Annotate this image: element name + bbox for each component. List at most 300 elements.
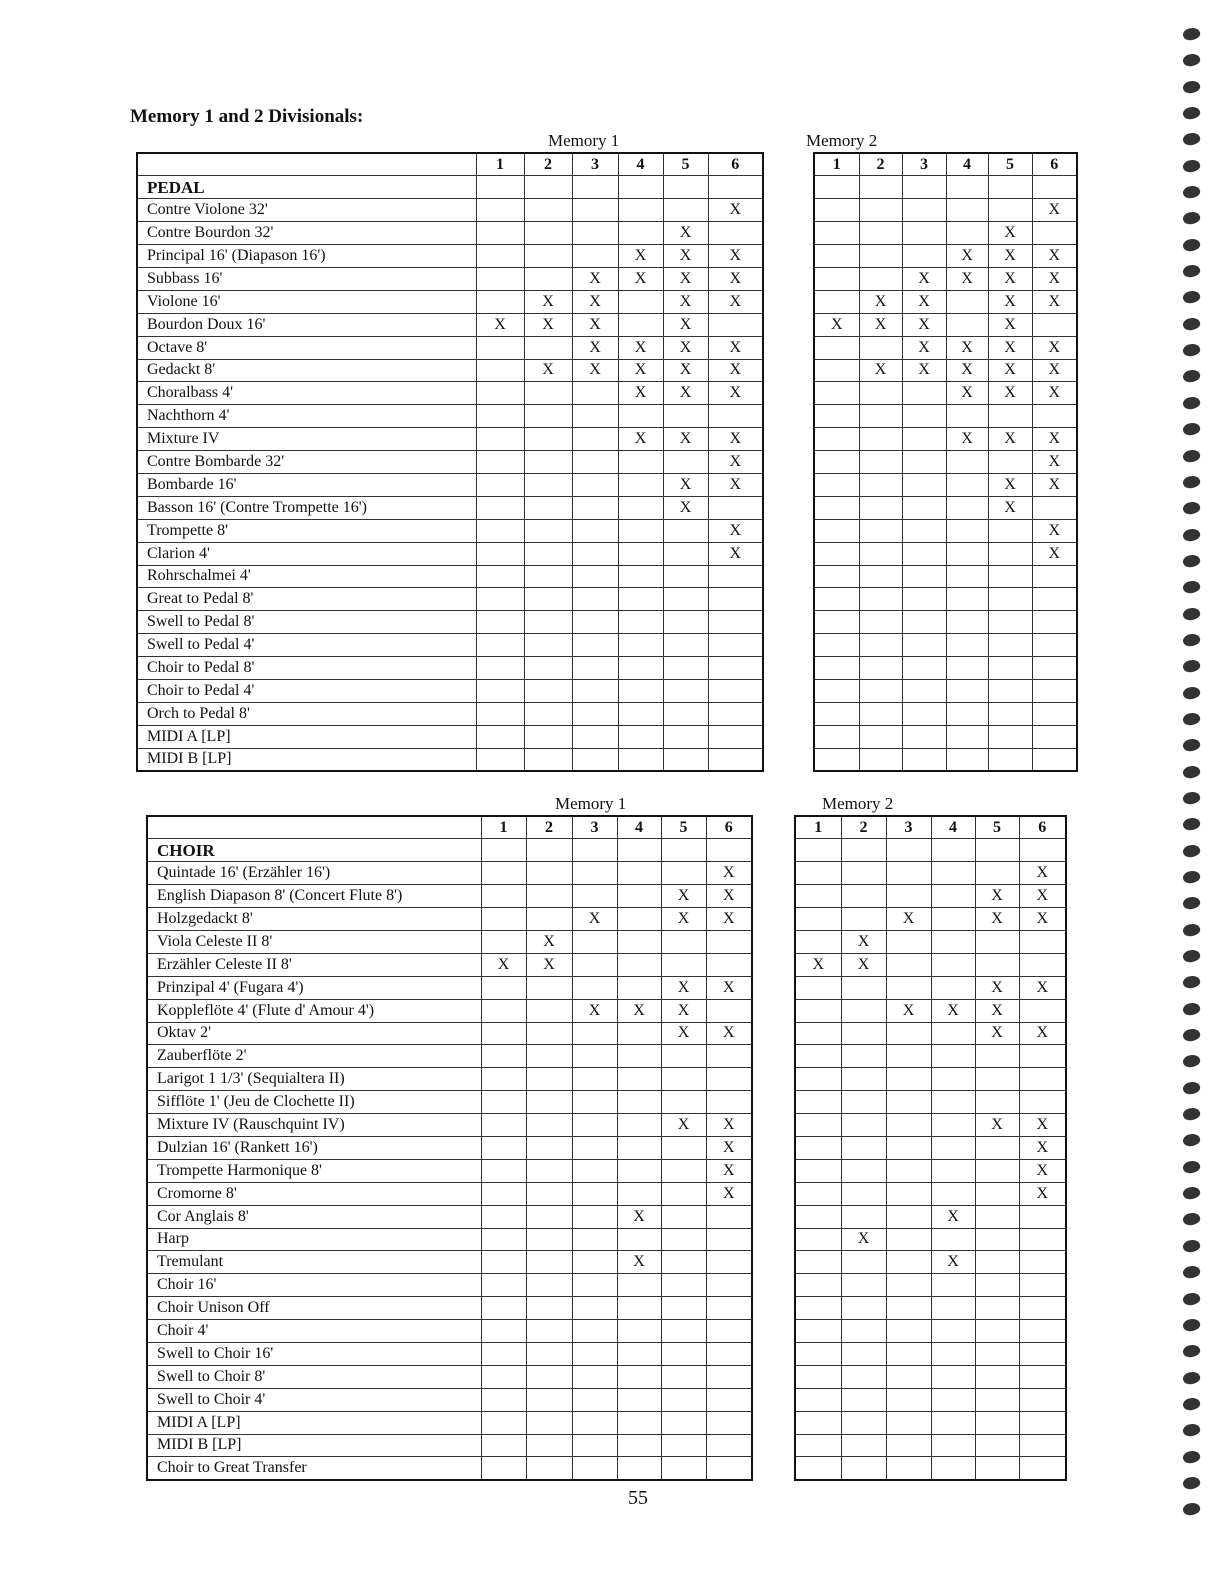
piston-6-mark: [1032, 702, 1077, 725]
stop-name: Subbass 16': [137, 267, 476, 290]
piston-4-mark: X: [946, 428, 988, 451]
piston-4-mark: [618, 313, 663, 336]
piston-5-mark: X: [988, 267, 1032, 290]
piston-2-mark: [841, 1068, 886, 1091]
piston-2-header: 2: [526, 816, 572, 839]
piston-4-mark: X: [946, 336, 988, 359]
piston-1-mark: [481, 1342, 526, 1365]
stop-row: [147, 1251, 752, 1274]
piston-2-mark: [524, 199, 572, 222]
piston-1-mark: [481, 1457, 526, 1480]
piston-6-mark: X: [1019, 976, 1066, 999]
piston-3-mark: [886, 1320, 931, 1343]
piston-3-mark: [902, 542, 946, 565]
binding-ring-icon: [1182, 605, 1202, 622]
stop-name: Harp: [147, 1228, 481, 1251]
stop-row: [137, 725, 763, 748]
stop-name: Dulzian 16' (Rankett 16'): [147, 1136, 481, 1159]
stop-row: [814, 451, 1077, 474]
piston-3-mark: [572, 588, 618, 611]
piston-6-mark: [706, 1297, 752, 1320]
piston-1-mark: [814, 679, 859, 702]
binding-ring-icon: [1182, 1237, 1202, 1254]
empty-cell: [841, 839, 886, 862]
stop-row: [795, 1136, 1066, 1159]
piston-4-mark: [617, 1342, 661, 1365]
stop-row: [137, 657, 763, 680]
piston-6-mark: [1032, 496, 1077, 519]
piston-3-mark: [902, 473, 946, 496]
piston-2-mark: [526, 1434, 572, 1457]
piston-5-mark: [661, 1411, 706, 1434]
piston-1-mark: [476, 496, 524, 519]
piston-5-mark: X: [988, 336, 1032, 359]
piston-5-mark: X: [661, 908, 706, 931]
stop-row: [795, 953, 1066, 976]
piston-2-mark: [841, 1388, 886, 1411]
piston-4-mark: [946, 657, 988, 680]
piston-6-mark: X: [708, 199, 763, 222]
piston-5-mark: [975, 1182, 1019, 1205]
stop-name: Contre Violone 32': [137, 199, 476, 222]
binding-ring-icon: [1182, 763, 1202, 780]
piston-1-mark: [481, 1205, 526, 1228]
piston-1-mark: [476, 267, 524, 290]
stop-row: [814, 496, 1077, 519]
stop-name: Octave 8': [137, 336, 476, 359]
empty-cell: [481, 839, 526, 862]
piston-6-mark: X: [1019, 1182, 1066, 1205]
piston-6-mark: X: [1032, 290, 1077, 313]
piston-3-mark: [572, 1365, 617, 1388]
piston-1-mark: [481, 1411, 526, 1434]
piston-3-mark: X: [572, 359, 618, 382]
stop-row: [137, 222, 763, 245]
empty-cell: [572, 839, 617, 862]
piston-6-mark: X: [708, 428, 763, 451]
piston-3-mark: [902, 222, 946, 245]
stop-row: [795, 1388, 1066, 1411]
piston-3-mark: [902, 496, 946, 519]
piston-1-mark: [795, 1182, 841, 1205]
piston-5-mark: [661, 1388, 706, 1411]
piston-2-mark: [526, 1388, 572, 1411]
piston-2-header: 2: [859, 153, 902, 176]
piston-6-mark: X: [708, 290, 763, 313]
stop-row: [137, 359, 763, 382]
piston-1-mark: [795, 930, 841, 953]
stop-name: Larigot 1 1/3' (Sequialtera II): [147, 1068, 481, 1091]
piston-5-mark: [661, 1228, 706, 1251]
piston-1-mark: [795, 1320, 841, 1343]
empty-cell: [708, 176, 763, 199]
empty-cell: [1019, 839, 1066, 862]
piston-1-mark: [481, 1297, 526, 1320]
piston-1-mark: [476, 588, 524, 611]
page-number: 55: [628, 1487, 648, 1509]
piston-1-mark: [795, 862, 841, 885]
piston-5-mark: X: [661, 976, 706, 999]
piston-1-mark: [814, 382, 859, 405]
piston-5-mark: X: [988, 290, 1032, 313]
piston-5-mark: X: [663, 496, 708, 519]
piston-3-mark: [572, 1320, 617, 1343]
piston-5-mark: [988, 565, 1032, 588]
piston-5-mark: X: [663, 290, 708, 313]
piston-6-mark: [1032, 634, 1077, 657]
stop-name: Clarion 4': [137, 542, 476, 565]
binding-ring-icon: [1182, 895, 1202, 912]
piston-3-mark: [572, 953, 617, 976]
stop-name: Koppleflöte 4' (Flute d' Amour 4'): [147, 999, 481, 1022]
piston-2-mark: [859, 519, 902, 542]
piston-3-mark: [902, 588, 946, 611]
stop-row: [795, 1342, 1066, 1365]
stop-name: Contre Bombarde 32': [137, 451, 476, 474]
piston-4-mark: [931, 1228, 975, 1251]
piston-1-mark: [795, 1274, 841, 1297]
piston-4-mark: [618, 611, 663, 634]
piston-2-mark: [526, 1091, 572, 1114]
piston-4-mark: [618, 451, 663, 474]
piston-1-mark: [476, 679, 524, 702]
binding-ring-icon: [1182, 447, 1202, 464]
piston-3-mark: X: [572, 313, 618, 336]
piston-5-mark: [663, 542, 708, 565]
piston-4-mark: [617, 1022, 661, 1045]
piston-2-mark: [526, 1205, 572, 1228]
piston-2-mark: [524, 496, 572, 519]
stop-row: [795, 1068, 1066, 1091]
piston-6-mark: [1019, 1411, 1066, 1434]
piston-1-mark: [481, 1274, 526, 1297]
piston-1-mark: [795, 976, 841, 999]
piston-1-mark: [814, 428, 859, 451]
piston-4-mark: [946, 199, 988, 222]
piston-6-mark: [706, 1411, 752, 1434]
piston-6-header: 6: [1019, 816, 1066, 839]
binding-ring-icon: [1182, 1211, 1202, 1228]
stop-row: [137, 336, 763, 359]
piston-2-mark: X: [526, 930, 572, 953]
piston-4-mark: [931, 1159, 975, 1182]
piston-4-mark: X: [617, 1251, 661, 1274]
piston-3-mark: [572, 885, 617, 908]
stop-row: [137, 290, 763, 313]
piston-4-mark: [931, 1114, 975, 1137]
piston-4-mark: [931, 885, 975, 908]
piston-6-mark: [706, 1274, 752, 1297]
piston-5-mark: [988, 725, 1032, 748]
choir-memory2-table: [794, 815, 1067, 1481]
stop-row: [814, 222, 1077, 245]
binding-ring-icon: [1182, 26, 1202, 43]
piston-5-mark: [975, 1251, 1019, 1274]
stop-row: [137, 267, 763, 290]
piston-6-mark: [1019, 1388, 1066, 1411]
stop-name: MIDI B [LP]: [137, 748, 476, 771]
stop-row: [137, 313, 763, 336]
piston-3-mark: [886, 1159, 931, 1182]
piston-3-mark: [902, 679, 946, 702]
empty-cell: [1032, 176, 1077, 199]
pedal-memory2-label: Memory 2: [806, 131, 878, 150]
stop-row: [147, 999, 752, 1022]
stop-name: Gedackt 8': [137, 359, 476, 382]
stop-row: [147, 1434, 752, 1457]
stop-row: [147, 1457, 752, 1480]
piston-2-mark: [524, 451, 572, 474]
piston-6-mark: X: [706, 862, 752, 885]
stop-row: [814, 336, 1077, 359]
stop-row: [814, 657, 1077, 680]
piston-4-mark: [618, 634, 663, 657]
stop-name: Bombarde 16': [137, 473, 476, 496]
stop-row: [147, 976, 752, 999]
piston-1-header: 1: [476, 153, 524, 176]
stop-name: Swell to Pedal 8': [137, 611, 476, 634]
piston-5-mark: [975, 1388, 1019, 1411]
piston-1-mark: [814, 245, 859, 268]
piston-4-mark: [946, 290, 988, 313]
piston-4-mark: X: [946, 359, 988, 382]
piston-3-mark: X: [572, 290, 618, 313]
piston-1-mark: [476, 725, 524, 748]
piston-3-mark: [572, 611, 618, 634]
stop-row: [137, 451, 763, 474]
piston-1-mark: [481, 1159, 526, 1182]
piston-6-mark: X: [1032, 473, 1077, 496]
piston-1-mark: [481, 885, 526, 908]
piston-2-mark: [841, 1205, 886, 1228]
piston-6-mark: X: [1032, 382, 1077, 405]
piston-4-mark: [618, 519, 663, 542]
piston-3-mark: [572, 1411, 617, 1434]
stop-row: [137, 702, 763, 725]
piston-4-mark: [617, 1136, 661, 1159]
piston-2-mark: [524, 245, 572, 268]
piston-5-mark: [975, 1297, 1019, 1320]
piston-5-mark: [975, 1091, 1019, 1114]
binding-ring-icon: [1182, 1396, 1202, 1413]
piston-2-mark: [524, 657, 572, 680]
piston-6-mark: [708, 565, 763, 588]
stop-row: [814, 702, 1077, 725]
piston-2-mark: [526, 1320, 572, 1343]
header-blank-cell: [137, 153, 476, 176]
piston-2-mark: [524, 565, 572, 588]
piston-3-mark: [572, 1251, 617, 1274]
binding-ring-icon: [1182, 737, 1202, 754]
piston-2-mark: [526, 1068, 572, 1091]
piston-1-mark: [795, 1411, 841, 1434]
piston-4-mark: [618, 542, 663, 565]
piston-1-header: 1: [814, 153, 859, 176]
piston-5-mark: [988, 634, 1032, 657]
stop-row: [814, 267, 1077, 290]
piston-2-mark: [841, 1274, 886, 1297]
stop-name: Choir to Great Transfer: [147, 1457, 481, 1480]
stop-name: Holzgedackt 8': [147, 908, 481, 931]
stop-row: [147, 1342, 752, 1365]
stop-name: Swell to Choir 4': [147, 1388, 481, 1411]
piston-1-mark: [814, 451, 859, 474]
piston-2-mark: [526, 1159, 572, 1182]
piston-3-mark: X: [902, 290, 946, 313]
stop-row: [147, 1320, 752, 1343]
piston-1-mark: [795, 1205, 841, 1228]
piston-5-mark: X: [663, 428, 708, 451]
piston-5-mark: X: [988, 428, 1032, 451]
piston-1-mark: [795, 1297, 841, 1320]
piston-2-mark: [526, 1251, 572, 1274]
piston-6-mark: [708, 725, 763, 748]
stop-row: [795, 1091, 1066, 1114]
stop-row: [814, 519, 1077, 542]
binding-ring-icon: [1182, 1475, 1202, 1492]
piston-3-mark: [572, 1114, 617, 1137]
piston-4-mark: [617, 1411, 661, 1434]
stop-row: [147, 1022, 752, 1045]
piston-2-header: 2: [841, 816, 886, 839]
stop-row: [814, 473, 1077, 496]
piston-2-mark: [841, 1091, 886, 1114]
piston-3-mark: [572, 542, 618, 565]
piston-5-mark: X: [663, 336, 708, 359]
piston-2-mark: X: [841, 930, 886, 953]
binding-ring-icon: [1182, 1369, 1202, 1386]
piston-3-mark: [902, 634, 946, 657]
binding-ring-icon: [1182, 1053, 1202, 1070]
stop-row: [147, 908, 752, 931]
piston-2-mark: [526, 1022, 572, 1045]
piston-2-mark: [526, 1114, 572, 1137]
piston-6-mark: [706, 953, 752, 976]
piston-6-mark: [1019, 1434, 1066, 1457]
piston-3-mark: [572, 382, 618, 405]
piston-2-mark: [526, 885, 572, 908]
piston-6-mark: X: [708, 336, 763, 359]
piston-5-mark: [661, 953, 706, 976]
empty-cell: [617, 839, 661, 862]
piston-6-mark: [706, 1045, 752, 1068]
piston-1-mark: [476, 199, 524, 222]
stop-row: [137, 611, 763, 634]
stop-row: [814, 382, 1077, 405]
stop-row: [795, 1228, 1066, 1251]
piston-2-mark: [841, 908, 886, 931]
piston-4-mark: [617, 1365, 661, 1388]
piston-1-mark: [481, 1182, 526, 1205]
piston-4-mark: [946, 542, 988, 565]
stop-row: [795, 1457, 1066, 1480]
piston-6-mark: X: [708, 451, 763, 474]
piston-6-mark: [1019, 1342, 1066, 1365]
binding-ring-icon: [1182, 1422, 1202, 1439]
choir-memory1-table: [146, 815, 753, 1481]
piston-4-mark: [931, 1182, 975, 1205]
binding-ring-icon: [1182, 1000, 1202, 1017]
piston-6-mark: X: [706, 976, 752, 999]
piston-6-mark: [1019, 1068, 1066, 1091]
piston-1-mark: [481, 1091, 526, 1114]
piston-6-mark: X: [1019, 908, 1066, 931]
piston-4-mark: [617, 1457, 661, 1480]
piston-1-mark: [476, 634, 524, 657]
piston-1-mark: [481, 1045, 526, 1068]
piston-4-mark: [946, 519, 988, 542]
stop-row: [137, 748, 763, 771]
piston-1-mark: [481, 1114, 526, 1137]
piston-4-mark: [618, 473, 663, 496]
piston-6-mark: [1019, 999, 1066, 1022]
piston-3-mark: [572, 1205, 617, 1228]
section-title: PEDAL: [137, 176, 476, 199]
piston-5-mark: [661, 1091, 706, 1114]
piston-1-header: 1: [795, 816, 841, 839]
piston-2-mark: [859, 245, 902, 268]
piston-4-mark: [931, 1091, 975, 1114]
piston-2-mark: X: [859, 290, 902, 313]
piston-2-mark: [859, 565, 902, 588]
piston-6-mark: X: [706, 1136, 752, 1159]
empty-cell: [661, 839, 706, 862]
stop-row: [137, 565, 763, 588]
choir-memory2-label: Memory 2: [822, 794, 894, 813]
piston-2-mark: [841, 885, 886, 908]
piston-3-header: 3: [572, 816, 617, 839]
binding-ring-icon: [1182, 394, 1202, 411]
piston-6-mark: X: [706, 1182, 752, 1205]
stop-name: MIDI A [LP]: [137, 725, 476, 748]
piston-2-mark: [524, 382, 572, 405]
stop-row: [795, 1274, 1066, 1297]
piston-6-mark: [1032, 611, 1077, 634]
piston-5-mark: [661, 1068, 706, 1091]
piston-2-mark: X: [524, 290, 572, 313]
piston-3-mark: [902, 702, 946, 725]
stop-row: [147, 1274, 752, 1297]
empty-cell: [946, 176, 988, 199]
empty-cell: [975, 839, 1019, 862]
piston-3-mark: [902, 245, 946, 268]
piston-1-mark: [814, 725, 859, 748]
piston-4-mark: [618, 565, 663, 588]
stop-row: [795, 1114, 1066, 1137]
piston-6-mark: [706, 1388, 752, 1411]
piston-5-mark: X: [975, 976, 1019, 999]
piston-6-mark: [1019, 1320, 1066, 1343]
piston-6-mark: [1019, 1228, 1066, 1251]
pedal-memory1-label: Memory 1: [548, 131, 620, 150]
piston-2-mark: [524, 473, 572, 496]
piston-5-header: 5: [975, 816, 1019, 839]
binding-ring-icon: [1182, 921, 1202, 938]
piston-5-mark: [975, 1434, 1019, 1457]
piston-6-mark: [1019, 1457, 1066, 1480]
piston-4-mark: [931, 1274, 975, 1297]
piston-3-mark: [886, 1114, 931, 1137]
empty-cell: [618, 176, 663, 199]
piston-4-mark: [617, 1320, 661, 1343]
stop-name: MIDI A [LP]: [147, 1411, 481, 1434]
piston-1-mark: [795, 1136, 841, 1159]
piston-3-mark: [572, 1091, 617, 1114]
stop-row: [814, 359, 1077, 382]
empty-cell: [706, 839, 752, 862]
piston-4-mark: [946, 451, 988, 474]
binding-ring-icon: [1182, 711, 1202, 728]
